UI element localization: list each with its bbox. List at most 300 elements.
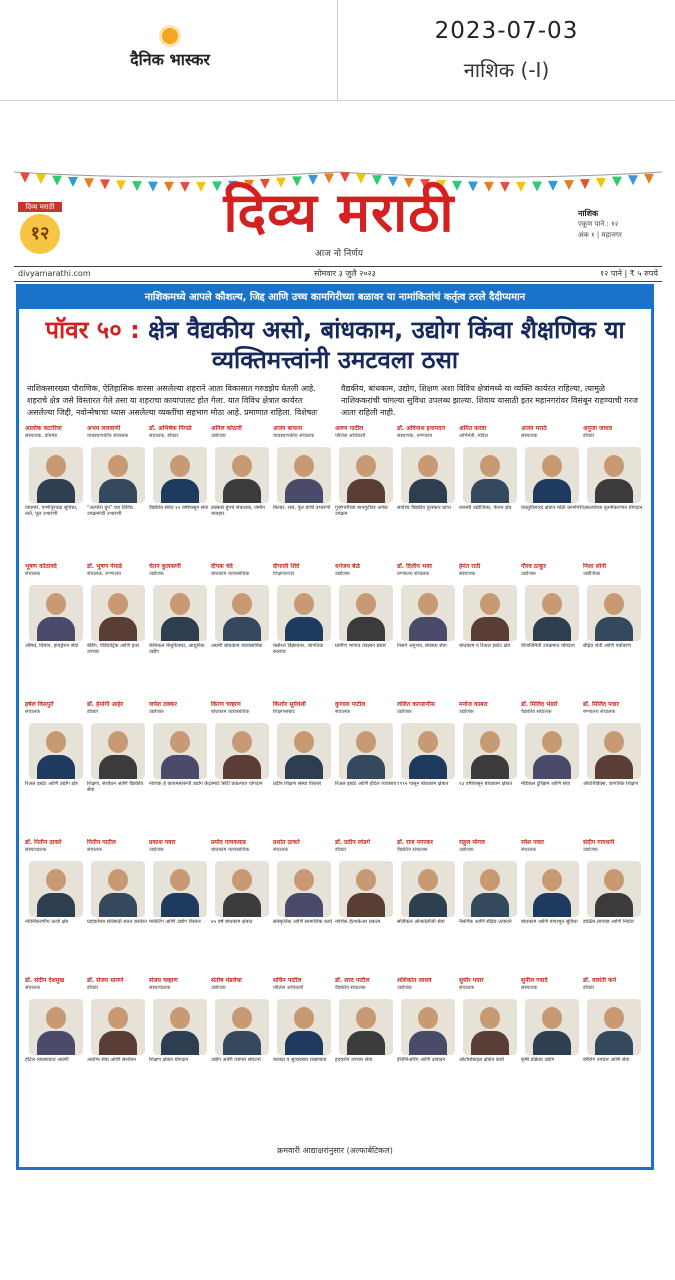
person-description: स्मार्ट सिटी प्रकल्पात योगदान — [211, 781, 263, 787]
person-role: संस्थापक — [521, 433, 538, 439]
person-name: डॉ. शरद पाटील — [335, 977, 370, 984]
photo-body — [37, 755, 75, 779]
person-name: भूषण कोठावदे — [25, 563, 57, 570]
anniversary-number: १२ — [20, 214, 60, 254]
bunting-flag — [116, 180, 126, 190]
photo-body — [37, 1031, 75, 1055]
person-role: उद्योजक — [583, 847, 598, 853]
photo-head — [232, 455, 252, 477]
person-photo — [277, 861, 331, 917]
person-photo — [339, 999, 393, 1055]
bunting-flag — [84, 178, 94, 188]
person-role: संचालक, डॉक्टर — [149, 433, 179, 439]
person-description: रिअल इस्टेट आणि हॉटेल व्यवसाय — [335, 781, 397, 787]
person-name: अरुण पाटील — [335, 425, 364, 432]
person-name: अमित करवा — [459, 425, 487, 432]
header-divider — [337, 0, 338, 100]
sort-order-note: क्रमवारी आद्याक्षरांनुसार (अल्फाबेटिकल) — [277, 1146, 393, 1155]
person-role: वैद्यकीय संचालक — [521, 709, 552, 715]
person-card — [397, 701, 459, 839]
person-card — [25, 701, 87, 839]
photo-head — [232, 869, 252, 891]
photo-body — [99, 755, 137, 779]
person-photo — [463, 861, 517, 917]
person-card — [273, 839, 335, 977]
photo-head — [356, 593, 376, 615]
person-card — [273, 977, 335, 1115]
person-description: प्रकल्पांच्या नूतनीकरणात योगदान — [583, 505, 643, 511]
person-name: डॉ. मिलिंद पवार — [583, 701, 619, 708]
person-name: अभय ललवाणी — [87, 425, 121, 432]
bunting-flag — [132, 181, 142, 191]
person-role: वैद्यकीय संचालक — [335, 985, 366, 991]
photo-head — [294, 731, 314, 753]
photo-head — [46, 455, 66, 477]
photo-head — [294, 1007, 314, 1029]
photo-body — [99, 1031, 137, 1055]
person-description: नैसर्गिक आणि सेंद्रिय उत्पादने — [459, 919, 512, 925]
feature-tagline: नाशिकमध्ये आपले कौशल्य, जिद्द आणि उच्च कामगिरीच्या बळावर या नामांकितांचं कर्तृत्व ठरले दैदीप्यमान — [19, 287, 651, 309]
photo-head — [356, 1007, 376, 1029]
person-description: मार्केटिंग आणि उद्योग विस्तार — [149, 919, 201, 925]
person-name: दीपाली शिंदे — [273, 563, 300, 570]
person-card — [149, 425, 211, 563]
person-card — [211, 425, 273, 563]
person-card — [87, 839, 149, 977]
person-description: शिक्षण क्षेत्रात योगदान — [149, 1057, 189, 1063]
person-description: नविनीकरणीय ऊर्जा क्षेत्र — [25, 919, 69, 925]
person-description: ४५ वर्षे बांधकाम क्षेत्रात — [211, 919, 253, 925]
person-photo — [215, 585, 269, 641]
person-photo — [525, 723, 579, 779]
person-card — [583, 839, 645, 977]
person-description: इंजिनिअरिंग आणि उत्पादन — [397, 1057, 446, 1063]
feature-frame — [16, 284, 654, 1170]
photo-body — [533, 617, 571, 641]
person-photo — [401, 999, 455, 1055]
headline-power: पॉवर ५० : — [45, 316, 140, 344]
person-name: अनुजा जाधव — [583, 425, 613, 432]
photo-body — [595, 1031, 633, 1055]
person-photo — [29, 861, 83, 917]
person-name: डॉ. प्रदीप लांडगे — [335, 839, 370, 846]
person-card — [25, 563, 87, 701]
photo-head — [604, 869, 624, 891]
person-card — [397, 977, 459, 1115]
photo-body — [409, 617, 447, 641]
photo-body — [471, 1031, 509, 1055]
photo-head — [46, 731, 66, 753]
person-photo — [525, 861, 579, 917]
person-description: नाशिक हेल्थकेअर प्रकल्प — [335, 919, 381, 925]
photo-head — [418, 593, 438, 615]
person-name: चेतन कुलकर्णी — [149, 563, 181, 570]
person-name: किशोर सूर्यवंशी — [273, 701, 306, 708]
photo-head — [294, 593, 314, 615]
person-name: डॉ. संदीप देशमुख — [25, 977, 65, 984]
person-role: संस्थापक — [459, 571, 476, 577]
person-description: "अल्पोरा ग्रुप" च्या विविध उपक्रमांची उभारणी — [87, 505, 133, 517]
photo-body — [595, 479, 633, 503]
person-role: वैद्यकीय संचालक — [397, 847, 428, 853]
person-role: संचालक — [25, 709, 41, 715]
person-card — [521, 563, 583, 701]
person-role: बांधकाम व्यावसायिक — [211, 571, 250, 577]
person-name: अजय मराठे — [521, 425, 547, 432]
person-photo — [401, 585, 455, 641]
person-role: संचालक, रुग्णालय — [87, 571, 121, 577]
edition-volume: अंक १ | महानगर — [578, 231, 622, 239]
photo-head — [170, 731, 190, 753]
photo-body — [471, 617, 509, 641]
person-photo — [29, 447, 83, 503]
person-name: अनिल कोठारी — [211, 425, 242, 432]
photo-body — [37, 617, 75, 641]
person-role: संस्थापक — [521, 985, 538, 991]
person-name: आलोक कटारिया — [25, 425, 62, 432]
person-card — [459, 701, 521, 839]
person-card — [25, 425, 87, 563]
photo-body — [533, 479, 571, 503]
photo-head — [356, 731, 376, 753]
person-description: गुन्हेगारीच्या मानगुटीवर अनेक उपक्रम — [335, 505, 388, 517]
person-description: हॉटेल व्यवसायात अग्रणी — [25, 1057, 69, 1063]
person-card — [87, 563, 149, 701]
edition-info-box — [578, 208, 662, 241]
person-description: बेडिंग, पेडियाट्रिक आणि इतर उपचार — [87, 643, 140, 655]
person-name: डॉ. नितीन ठाकरे — [25, 839, 62, 846]
photo-body — [285, 1031, 323, 1055]
person-role: व्यवस्थापकीय संचालक — [273, 433, 315, 439]
bunting-flag — [596, 178, 606, 188]
person-role: पोलिस अधिकारी — [273, 985, 304, 991]
person-name: मनोज काबरा — [459, 701, 488, 708]
person-name: डॉ. मिलिंद भंडारे — [521, 701, 558, 708]
photo-body — [285, 755, 323, 779]
person-description: स्त्रीरोग उपचार आणि सेवा — [583, 1057, 630, 1063]
photo-head — [46, 593, 66, 615]
person-card — [273, 425, 335, 563]
person-description: १९९५ पासून बांधकाम क्षेत्रात — [397, 781, 449, 787]
person-role: उद्योजक — [459, 709, 474, 715]
photo-body — [595, 617, 633, 641]
person-role: उद्योजिका — [583, 571, 601, 577]
person-photo — [91, 585, 145, 641]
feature-headline — [27, 315, 643, 375]
person-name: गौरव ठाकूर — [521, 563, 546, 570]
person-role: संचालक — [335, 709, 351, 715]
photo-head — [108, 1007, 128, 1029]
photo-head — [542, 455, 562, 477]
person-card — [459, 425, 521, 563]
person-description: निसर्ग अनुभव, स्वास्थ्य सेवा — [397, 643, 447, 649]
person-name: सुनील गवादे — [521, 977, 548, 984]
person-description: वाघमारे, पाणीपुरवठा सुविधा, रस्ते, पूल उभारणी — [25, 505, 78, 517]
person-description: ठक्कर्स ग्रुपचे संचालक, जमीन व्यवहार — [211, 505, 265, 517]
person-name: प्रशांत ठाकरे — [273, 839, 300, 846]
photo-body — [223, 1031, 261, 1055]
masthead-title: दिव्य मराठी — [223, 180, 455, 244]
bunting-flag — [580, 179, 590, 189]
person-role: संस्थाचालक — [149, 985, 171, 991]
photo-head — [542, 869, 562, 891]
photo-head — [604, 593, 624, 615]
person-card — [335, 701, 397, 839]
photo-body — [533, 893, 571, 917]
person-role: उद्योजक — [211, 985, 226, 991]
photo-body — [347, 479, 385, 503]
photo-body — [285, 893, 323, 917]
person-card — [583, 977, 645, 1115]
person-card — [459, 977, 521, 1115]
person-name: राहुल मोगल — [459, 839, 485, 846]
person-card — [397, 839, 459, 977]
photo-body — [223, 479, 261, 503]
person-photo — [587, 585, 641, 641]
photo-body — [37, 893, 75, 917]
person-description: सेंद्रिय शेती आणि पर्यावरण — [583, 643, 632, 649]
person-role: रुग्णालय संचालक — [583, 709, 616, 715]
edition-page-count: १२ — [611, 220, 619, 228]
person-description: रिअल इस्टेट आणि उद्योग क्षेत्र — [25, 781, 78, 787]
person-card — [211, 701, 273, 839]
anniversary-label: दिव्य मराठी — [18, 202, 62, 212]
photo-body — [37, 479, 75, 503]
person-name: डॉ. भूषण नेमाडे — [87, 563, 122, 570]
person-description: २३ वर्षांपासून बांधकाम क्षेत्रात — [459, 781, 513, 787]
person-role: डॉक्टर — [583, 433, 595, 439]
person-photo — [463, 723, 517, 779]
photo-body — [409, 1031, 447, 1055]
person-name: प्रमोद गायकवाड — [211, 839, 246, 846]
person-photo — [277, 585, 331, 641]
person-card — [149, 563, 211, 701]
photo-head — [232, 731, 252, 753]
person-description: शिक्षण, संशोधन आणि वैद्यकीय सेवा — [87, 781, 144, 793]
person-description: हृदयरोग उपचार सेवा — [335, 1057, 373, 1063]
person-role: उद्योजक — [521, 571, 536, 577]
person-name: डॉ. संजय धामणे — [87, 977, 124, 984]
person-description: सर्वोच्च वैद्यकीय पुरस्कार प्राप्त — [397, 505, 451, 511]
bunting-flag — [548, 181, 558, 191]
clipping-edition: नाशिक (-I) — [463, 58, 550, 82]
photo-head — [46, 1007, 66, 1029]
newspaper-page — [14, 168, 662, 1168]
photo-head — [356, 869, 376, 891]
person-role: संचालक — [459, 985, 475, 991]
person-description: अग्रणी बांधकाम व्यावसायिक — [211, 643, 263, 649]
person-description: बांधकाम आणि पायाभूत सुविधा — [521, 919, 578, 925]
person-name: नितीन पाटील — [87, 839, 116, 846]
person-role: डॉक्टर — [335, 847, 347, 853]
person-photo — [463, 585, 517, 641]
person-name: ललित कापडणीस — [397, 701, 435, 708]
person-photo — [525, 999, 579, 1055]
photo-head — [170, 869, 190, 891]
person-description: प्रदीप शिक्षण संस्था विस्तार — [273, 781, 322, 787]
person-name: शशिकांत जाधव — [397, 977, 432, 984]
photo-head — [542, 593, 562, 615]
person-description: ग्रामीण भागात तंत्रज्ञान प्रसार — [335, 643, 387, 649]
edition-city: नाशिक — [578, 209, 599, 218]
person-photo — [91, 999, 145, 1055]
person-photo — [401, 861, 455, 917]
person-photo — [215, 999, 269, 1055]
person-photo — [463, 999, 517, 1055]
person-name: किरण चव्हाण — [211, 701, 241, 708]
person-name: अजय बाफना — [273, 425, 303, 432]
person-photo — [91, 723, 145, 779]
photo-body — [471, 479, 509, 503]
masthead-slogan: आज नो निर्णय — [315, 249, 363, 259]
person-role: संचालक — [87, 847, 103, 853]
photo-body — [409, 479, 447, 503]
person-photo — [587, 723, 641, 779]
person-photo — [29, 723, 83, 779]
photo-head — [480, 455, 500, 477]
person-description: मेडिकल टुरिझम आणि सेवा — [521, 781, 571, 787]
person-card — [211, 977, 273, 1115]
person-role: उद्योजक — [397, 985, 412, 991]
publisher-logo — [100, 28, 240, 72]
person-card — [87, 425, 149, 563]
photo-body — [595, 755, 633, 779]
person-card — [149, 839, 211, 977]
person-card — [335, 977, 397, 1115]
person-card — [459, 563, 521, 701]
photo-body — [161, 893, 199, 917]
person-name: डॉ. अविनाश इनामदार — [397, 425, 446, 432]
anniversary-badge — [18, 202, 62, 258]
person-role: उद्योजक — [459, 847, 474, 853]
photo-head — [418, 455, 438, 477]
person-photo — [587, 999, 641, 1055]
photo-body — [347, 1031, 385, 1055]
clipping-date: 2023-07-03 — [434, 18, 579, 44]
person-description: औषधे, विमान, हायड्रेशन सेवा — [25, 643, 79, 649]
photo-body — [161, 755, 199, 779]
person-role: रुग्णालय संचालक — [397, 571, 430, 577]
photo-body — [409, 893, 447, 917]
person-name: जयेश ठक्कर — [149, 701, 177, 708]
edition-pages-label — [578, 219, 662, 230]
person-description: ग्राहकांच्या सेवेसाठी सतत कार्यरत — [87, 919, 147, 925]
bunting-flag — [644, 174, 654, 184]
photo-head — [542, 1007, 562, 1029]
photo-body — [223, 617, 261, 641]
person-card — [335, 563, 397, 701]
person-name: संदीप गायधनी — [583, 839, 615, 846]
person-description: बांधकाम व रिअल इस्टेट क्षेत्र — [459, 643, 510, 649]
person-name: डॉ. अभिषेक पिंगळे — [149, 425, 192, 432]
person-card — [211, 839, 273, 977]
person-role: डॉक्टर — [583, 985, 595, 991]
person-role: बांधकाम व्यावसायिक — [211, 709, 250, 715]
person-card — [335, 425, 397, 563]
person-description: सर्जिकल ऑन्कोलॉजी सेवा — [397, 919, 445, 925]
photo-body — [471, 755, 509, 779]
person-role: उद्योजक — [149, 571, 164, 577]
bunting-flag — [100, 179, 110, 189]
bunting-flag — [36, 174, 46, 184]
photo-head — [604, 455, 624, 477]
person-description: आरोग्य सेवा आणि संशोधन — [87, 1057, 136, 1063]
person-photo — [463, 447, 517, 503]
person-card — [335, 839, 397, 977]
person-photo — [525, 447, 579, 503]
person-card — [25, 977, 87, 1115]
bunting-flag — [20, 173, 30, 183]
photo-body — [285, 479, 323, 503]
person-name: दीपक चंदे — [211, 563, 233, 570]
photo-body — [99, 479, 137, 503]
photo-head — [356, 455, 376, 477]
photo-body — [99, 893, 137, 917]
photo-head — [480, 731, 500, 753]
photo-body — [161, 1031, 199, 1055]
person-photo — [277, 723, 331, 779]
person-role: संचालक — [273, 847, 289, 853]
person-photo — [401, 447, 455, 503]
person-photo — [215, 447, 269, 503]
person-description: फ्लोरल डिझायनर, जागतिक स्तरावर — [273, 643, 324, 655]
person-description: कृषी प्रक्रिया उद्योग — [521, 1057, 555, 1063]
headline-rest: क्षेत्र वैद्यकीय असो, बांधकाम, उद्योग किंवा शैक्षणिक या व्यक्तिमत्त्वांनी उमटवला ठसा — [148, 316, 625, 374]
person-card — [149, 977, 211, 1115]
person-role: संचालक — [25, 571, 41, 577]
person-photo — [153, 447, 207, 503]
person-role: उद्योजक — [149, 709, 164, 715]
bunting-flag — [612, 177, 622, 187]
photo-head — [418, 1007, 438, 1029]
person-name: हेमंत राठी — [459, 563, 481, 570]
person-card — [583, 425, 645, 563]
person-description: केमिकल मॅन्युफॅक्चर, आधुनिक उद्योग — [149, 643, 205, 655]
photo-body — [347, 617, 385, 641]
photo-head — [604, 731, 624, 753]
photo-body — [533, 755, 571, 779]
photo-body — [471, 893, 509, 917]
person-card — [583, 701, 645, 839]
person-photo — [29, 999, 83, 1055]
person-name: धनंजय बेळे — [335, 563, 361, 570]
person-card — [211, 563, 273, 701]
person-photo — [339, 723, 393, 779]
person-role: संचालक — [25, 985, 41, 991]
person-photo — [339, 861, 393, 917]
person-description: ऑटोमोबाइल क्षेत्रात कार्य — [459, 1057, 504, 1063]
bunting-flag — [564, 180, 574, 190]
bunting-flag — [52, 176, 62, 186]
bunting-flag — [628, 175, 638, 185]
person-name: रमेश पवार — [521, 839, 544, 846]
page-count: १२ पाने | ₹ ५ रुपये — [599, 269, 658, 278]
person-role: अभिनेत्री, मॉडेल — [459, 433, 488, 439]
person-role: संचालक — [521, 847, 537, 853]
people-grid — [25, 425, 645, 1117]
photo-head — [480, 869, 500, 891]
person-name: प्रकाश पवार — [149, 839, 176, 846]
photo-body — [161, 617, 199, 641]
person-photo — [277, 999, 331, 1055]
person-description: ऑर्थोपेडिक्स, जागतिक शिक्षण — [583, 781, 638, 787]
photo-head — [108, 869, 128, 891]
person-photo — [153, 999, 207, 1055]
publisher-logo-text: दैनिक भास्कर — [130, 50, 210, 69]
person-name: डॉ. दिलीप भवर — [397, 563, 432, 570]
person-role: व्यवस्थापकीय संचालक — [87, 433, 129, 439]
photo-body — [409, 755, 447, 779]
